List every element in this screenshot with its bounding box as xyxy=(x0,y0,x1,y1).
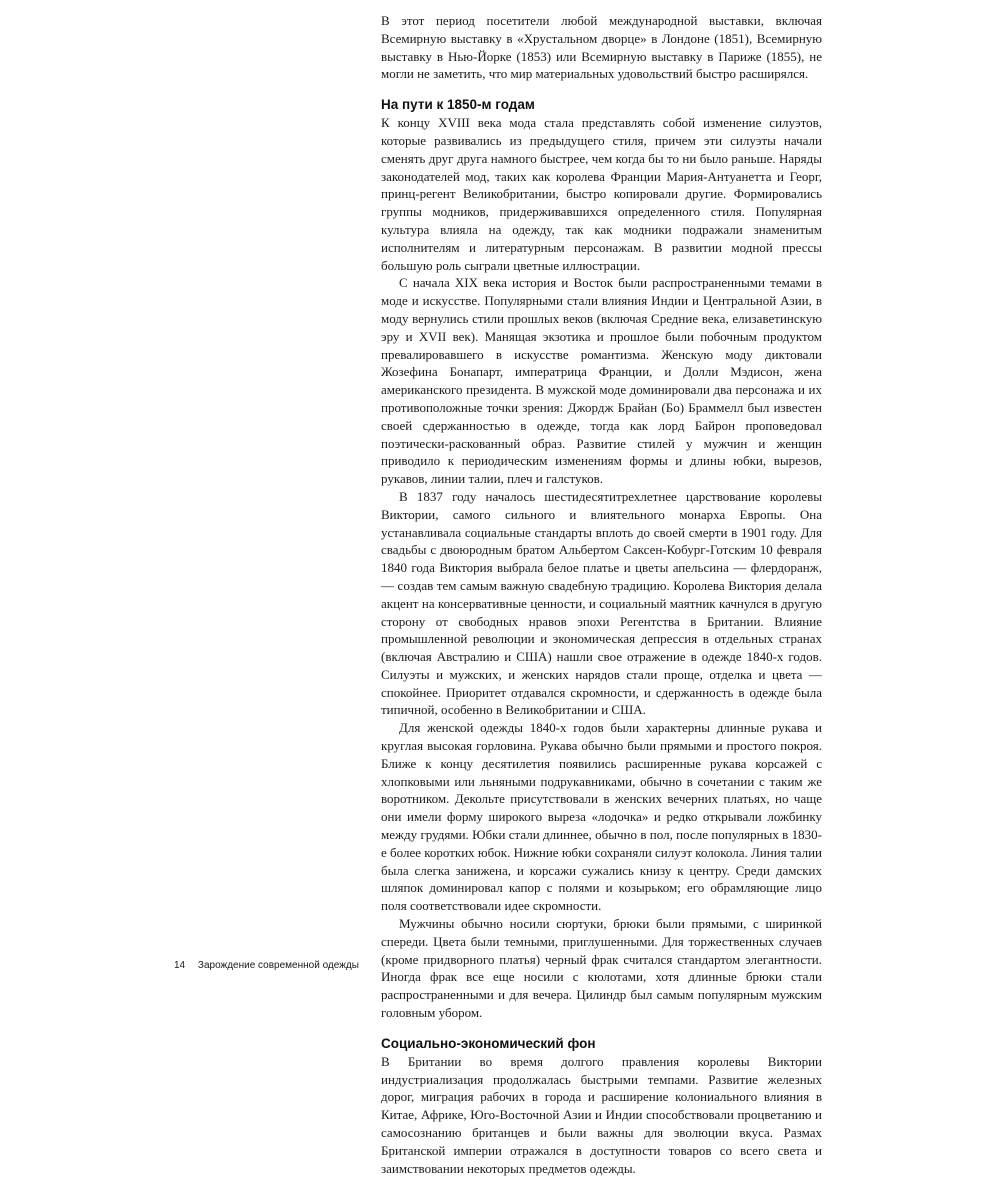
body-paragraph: В Британии во время долгого правления королевы Виктории индустриализация продолжалась быстрыми темпами. Развитие железных дорог, миграция рабочих в города и расширение колониального влияния в Китае, Африке, Юго-Восточной Азии и Индии способствовали процветанию и самосознанию британцев и были важны для эволюции вкуса. Размах Британской империи отражался в доступности товаров со всего света и заимствовании некоторых предметов одежды. xyxy=(381,1053,822,1176)
running-title: Зарождение современной одежды xyxy=(197,960,359,971)
spacer xyxy=(381,83,822,96)
body-paragraph: В 1837 году началось шестидесятитрехлетнее царствование королевы Виктории, самого сильного и влиятельного монарха Европы. Она устанавливала социальные стандарты вплоть до своей смерти в 1901 году. Для свадьбы с двоюродным братом Альбертом Саксен-Кобург-Готским 10 февраля 1840 года Виктория выбрала белое платье и цветы апельсина — флердоранж, — создав тем самым важную свадебную традицию. Королева Виктория делала акцент на консервативные ценности, и социальный маятник качнулся в другую сторону от свободных нравов эпохи Регентства в Британии. Влияние промышленной революции и экономическая депрессия в отдельных странах (включая Австралию и США) нашли свое отражение в одежде 1840-х годов. Силуэты и мужских, и женских нарядов стали проще, отделка и цвета — спокойнее. Приоритет отдавался скромности, и сдержанность в одежде была типичной, особенно в Великобритании и США. xyxy=(381,488,822,718)
body-paragraph: С начала XIX века история и Восток были распространенными темами в моде и искусстве. Популярными стали влияния Индии и Центральной Азии, в моду вернулись стили прошлых веков (включая Средние века, елизаветинскую эру и XVII век). Манящая экзотика и прошлое были побочным продуктом превалировавшего в искусстве романтизма. Женскую моду диктовали Жозефина Бонапарт, императрица Франции, и Долли Мэдисон, жена американского президента. В мужской моде доминировали два персонажа и их противоположные точки зрения: Джордж Брайан (Бо) Браммелл был известен своей сдержанностью в одежде, тогда как лорд Байрон проповедовал поэтически-раскованный образ. Развитие стилей у мужчин и женщин приводило к периодическим изменениям формы и длины юбки, вырезов, рукавов, линии талии, плеч и галстуков. xyxy=(381,275,822,487)
body-paragraph: Для женской одежды 1840-х годов были характерны длинные рукава и круглая высокая горловина. Рукава обычно были прямыми и простого покроя. Ближе к концу десятилетия появились расширенные рукава корсажей с хлопковыми или льняными подрукавниками, обычно в сочетании с таким же воротником. Декольте присутствовали в женских вечерних платьях, но чаще они имели форму широкого выреза «лодочка» и редко открывали ложбинку между грудями. Юбки стали длиннее, обычно в пол, после популярных в 1830-е более коротких юбок. Нижние юбки сохраняли силуэт колокола. Линия талии была слегка занижена, и корсажи сужались книзу к центру. Среди дамских шляпок доминировал капор с полями и козырьком; его обрамляющие лицо поля соответствовали идее скромности. xyxy=(381,720,823,914)
body-paragraph: К концу XVIII века мода стала представлять собой изменение силуэтов, которые развивались из предыдущего стиля, причем эти силуэты начали сменять друг друга намного быстрее, чем когда бы то ни было раньше. Наряды законодателей мод, таких как королева Франции Мария-Антуанетта и Георг, принц-регент Великобритании, быстро копировали другие. Формировались группы модников, придерживавшихся определенного стиля. Популярная культура влияла на одежду, так как модники подражали знаменитым исполнителям и литературным персонажам. В развитии модной прессы большую роль сыграли цветные иллюстрации. xyxy=(381,115,822,273)
spacer xyxy=(381,1022,822,1035)
intro-paragraph: В этот период посетители любой международной выставки, включая Всемирную выставку в «Хрустальном дворце» в Лондоне (1851), Всемирную выставку в Нью-Йорке (1853) или Всемирную выставку в Париже (1855), не могли не заметить, что мир материальных удовольствий быстро расширялся. xyxy=(381,13,822,82)
body-paragraph: Мужчины обычно носили сюртуки, брюки были прямыми, с ширинкой спереди. Цвета были темными, приглушенными. Для торжественных случаев (кроме придворного платья) черный фрак считался стандартом элегантности. Иногда фрак все еще носили с кюлотами, хотя длинные брюки стали распространенными и для вечера. Цилиндр был самым популярным мужским головным убором. xyxy=(381,916,822,1021)
section-heading-socioeconomic: Социально-экономический фон xyxy=(381,1035,596,1051)
page-footer xyxy=(174,960,359,971)
page-number: 14 xyxy=(174,960,186,971)
text-column xyxy=(381,12,822,1177)
section-heading-1850s: На пути к 1850-м годам xyxy=(381,97,535,113)
